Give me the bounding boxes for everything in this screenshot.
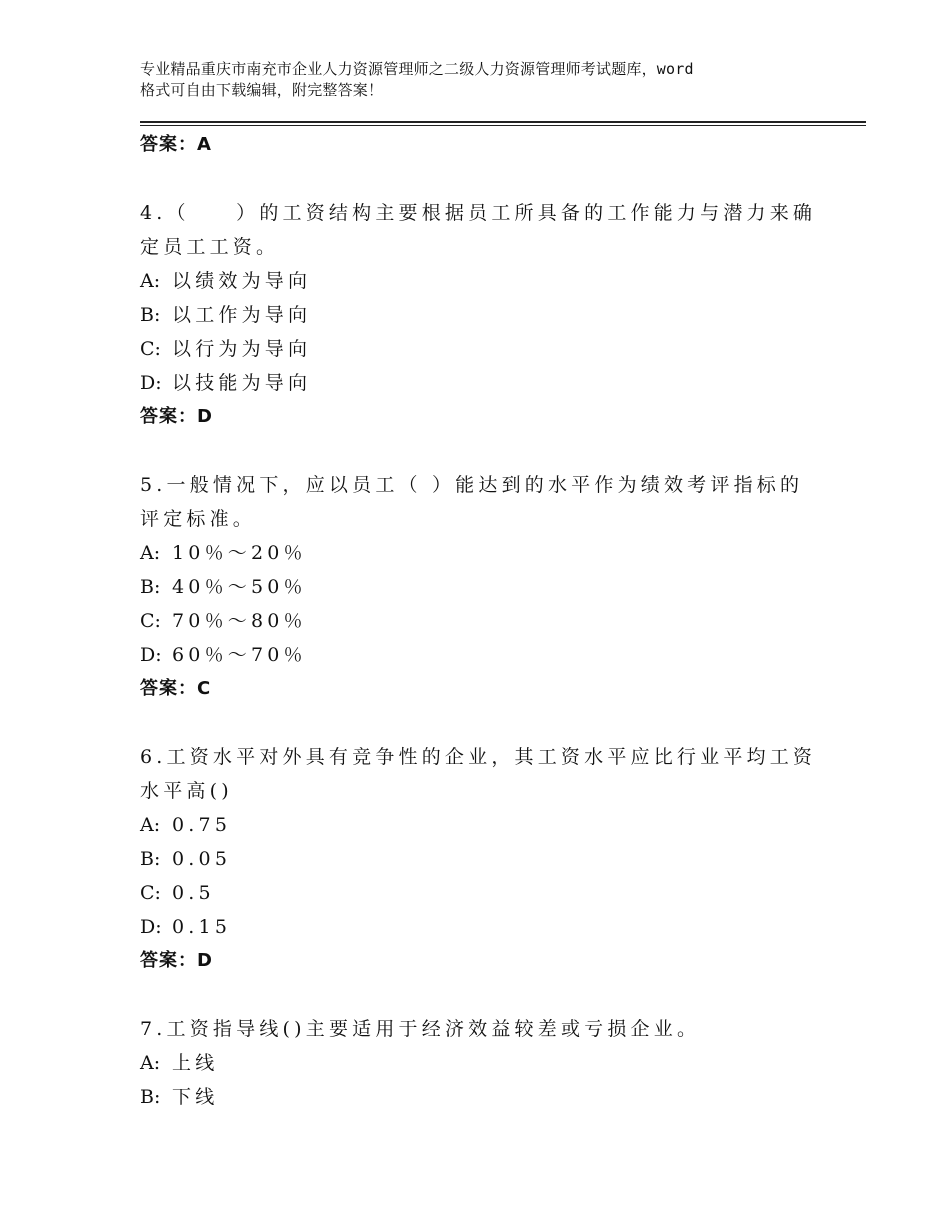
previous-answer: 答案：A (140, 134, 212, 155)
option-b (140, 842, 820, 876)
option-d (140, 366, 820, 400)
option-letter: D: (140, 916, 162, 938)
question-stem: 7.工资指导线()主要适用于经济效益较差或亏损企业。 (140, 1018, 701, 1040)
option-letter: B: (140, 1086, 161, 1108)
option-text: 0.5 (172, 882, 215, 904)
option-c (140, 604, 820, 638)
option-d (140, 638, 820, 672)
question-stem: 4.（ ）的工资结构主要根据员工所具备的工作能力与潜力来确定员工工资。 (140, 202, 817, 258)
option-text: 以工作为导向 (172, 304, 312, 326)
option-text: 以绩效为导向 (172, 270, 312, 292)
option-text: 60％～70％ (172, 644, 307, 666)
document-header (140, 59, 830, 101)
option-text: 0.75 (172, 814, 232, 836)
option-letter: C: (140, 338, 161, 360)
question-list (140, 128, 820, 1114)
option-letter: D: (140, 644, 162, 666)
option-letter: D: (140, 372, 162, 394)
question-4 (140, 196, 820, 434)
option-c (140, 876, 820, 910)
option-b (140, 570, 820, 604)
option-b (140, 1080, 820, 1114)
option-text: 以技能为导向 (172, 372, 312, 394)
question-stem: 6.工资水平对外具有竞争性的企业，其工资水平应比行业平均工资水平高() (140, 746, 817, 802)
option-letter: B: (140, 304, 161, 326)
option-text: 下线 (172, 1086, 219, 1108)
option-a (140, 536, 820, 570)
question-7 (140, 1012, 820, 1114)
header-divider-thick (140, 121, 866, 123)
option-a (140, 1046, 820, 1080)
header-divider-thin (140, 125, 866, 126)
option-text: 0.15 (172, 916, 232, 938)
option-letter: C: (140, 882, 161, 904)
option-letter: A: (140, 1052, 161, 1074)
header-line-2: 格式可自由下载编辑，附完整答案！ (140, 81, 384, 99)
answer-line: 答案：C (140, 678, 212, 699)
option-letter: A: (140, 814, 161, 836)
option-text: 上线 (172, 1052, 219, 1074)
option-letter: B: (140, 576, 161, 598)
option-text: 40％～50％ (172, 576, 307, 598)
option-text: 以行为为导向 (172, 338, 312, 360)
option-d (140, 910, 820, 944)
option-text: 0.05 (172, 848, 232, 870)
option-letter: A: (140, 270, 161, 292)
answer-line: 答案：D (140, 950, 213, 971)
question-6 (140, 740, 820, 978)
option-c (140, 332, 820, 366)
option-b (140, 298, 820, 332)
option-text: 70％～80％ (172, 610, 307, 632)
option-a (140, 264, 820, 298)
option-letter: C: (140, 610, 161, 632)
option-letter: A: (140, 542, 161, 564)
option-text: 10％～20％ (172, 542, 307, 564)
header-line-1: 专业精品重庆市南充市企业人力资源管理师之二级人力资源管理师考试题库，word (140, 60, 694, 78)
option-a (140, 808, 820, 842)
question-5 (140, 468, 820, 706)
answer-line: 答案：D (140, 406, 213, 427)
option-letter: B: (140, 848, 161, 870)
question-stem: 5.一般情况下，应以员工（ ）能达到的水平作为绩效考评指标的评定标准。 (140, 474, 804, 530)
